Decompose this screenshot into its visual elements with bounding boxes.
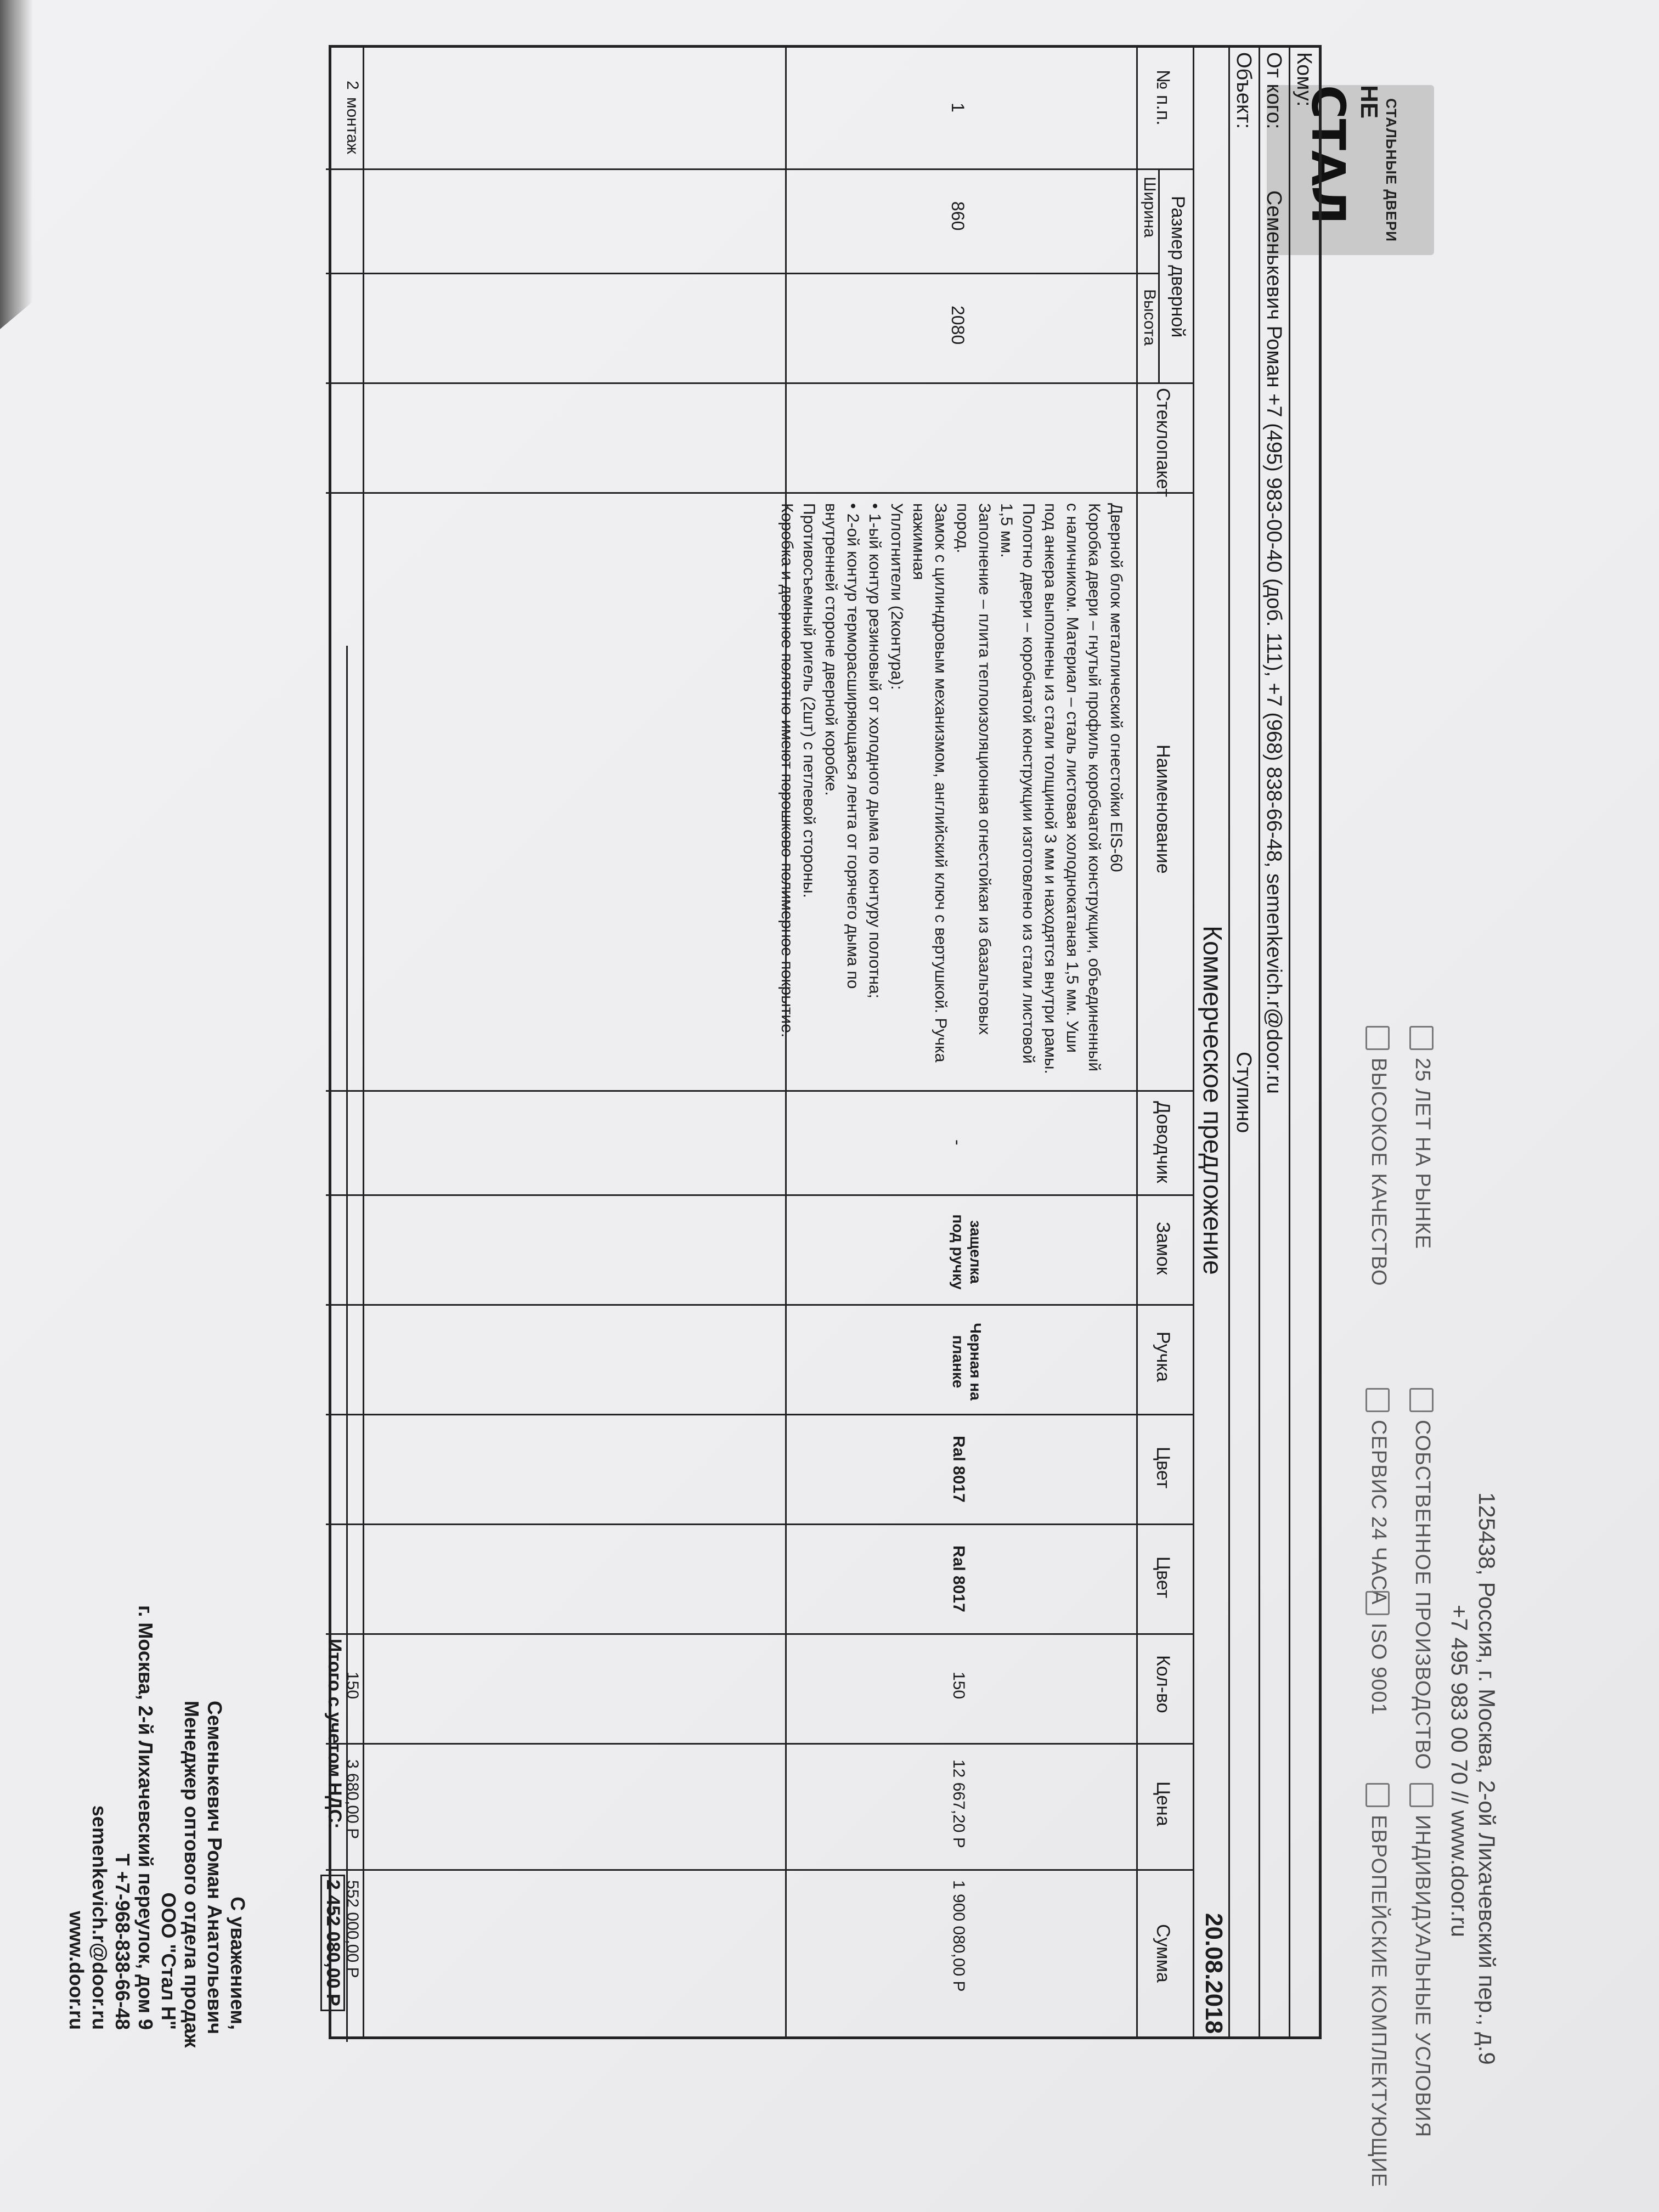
col-name: Наименование (1153, 744, 1173, 874)
total-label: Итого с учетом НДС: (324, 1639, 345, 1829)
stars-icon (1365, 1026, 1390, 1050)
feature-quality: ВЫСОКОЕ КАЧЕСТВО (1365, 1026, 1390, 1286)
object-value: Ступино (1232, 1052, 1255, 1133)
document-title: Коммерческое предложение (1198, 926, 1227, 1275)
col-height: Высота (1141, 289, 1159, 346)
from-value: Семенькевич Роман +7 (495) 983-00-40 (доб. 111), +7 (968) 838-66-48, semenkevich.r@door.ru (1262, 190, 1285, 1094)
col-lock: Замок (1153, 1222, 1173, 1275)
document-date: 20.08.2018 (1200, 1913, 1227, 2034)
total-value: 2 452 080,00 Р (320, 1875, 345, 2011)
feature-iso: ISO 9001 (1365, 1591, 1390, 1716)
feature-components: ЕВРОПЕЙСКИЕ КОМПЛЕКТУЮЩИЕ (1365, 1783, 1390, 2187)
feature-production: СОБСТВЕННОЕ ПРОИЗВОДСТВО (1409, 1388, 1434, 1770)
object-row: Объект: Ступино (1228, 48, 1259, 2036)
col-handle: Ручка (1153, 1331, 1173, 1382)
col-qty: Кол-во (1153, 1655, 1173, 1713)
certificate-icon (1365, 1591, 1390, 1615)
col-color2: Цвет (1153, 1556, 1173, 1599)
signature-block: С уважением, Семенькевич Роман Анатольевич Менеджер оптового отдела продаж ООО "Стал Н" г. Москва, 2-й Лихачевский переулок, дом 9 Т +7-968-838-66-48 semenkevich.r@door.ru www.door.ru (65, 1605, 249, 2048)
feature-years: 25 ЛЕТ НА РЫНКЕ (1409, 1026, 1434, 1249)
feature-individual: ИНДИВИДУАЛЬНЫЕ УСЛОВИЯ (1409, 1783, 1434, 2137)
col-size: Размер дверной (1167, 196, 1188, 338)
col-sum: Сумма (1153, 1924, 1173, 1983)
factory-icon (1409, 1388, 1434, 1412)
col-glass: Стеклопакет (1153, 388, 1173, 497)
company-contacts: +7 495 983 00 70 // www.door.ru (1447, 1605, 1472, 1937)
col-price: Цена (1153, 1781, 1173, 1826)
tools-icon (1365, 1783, 1390, 1807)
title-row (1193, 48, 1228, 2036)
logo-word: СТАЛ (1301, 85, 1355, 224)
col-width: Ширина (1141, 177, 1159, 238)
logo-mark: НЕ (1356, 85, 1383, 119)
col-closer: Доводчик (1153, 1101, 1173, 1183)
company-address: 125438, Россия, г. Москва, 2-ой Лихачевский пер., д.9 (1474, 1492, 1500, 2065)
offer-table: Кому: От кого: Семенькевич Роман +7 (495) 983-00-40 (доб. 111), +7 (968) 838-66-48, semenkevich.r@door.ru Объект: Ступино Коммерческое предложение 20.08.2018 № п.п. Размер дверной Ширина Высота Стеклопакет Наименование Доводчик Замок Ручка Цвет Цвет Кол-во Цена Сумма 1 860 2080 Дверной блок металлический огнестойки EIS-60 Коробка двери – гнутый профиль коробчатой конструкции, объединенный с наличником. Материал – сталь листовая холоднокатаная 1,5 мм. Уши под анкера выполнены из стали толщиной 3 мм и находятся внутри рамы. Полотно двери – коробчатой конструкции изготовлено из стали листовой 1,5 мм. Заполнение – плита теплоизоляционная огнестойкая из базальтовых пород. Замок с цилиндровым механизмом, английский ключ с вертушкой. Ручка нажимная Уплотнители (2контура): • 1-ый контур резиновый от холодного дыма по контуру полотна; • 2-ой контур терморасширяющаяся лента от горячего дыма по внутренней стороне дверной коробке. Противосъемный ригель (2шт) с петлевой стороны. Коробка и дверное полотно имеют порошково-полимерное покрытие. - защелка под ручку Черная на планке Ral 8017 Ral 8017 150 12 667,20 Р 1 900 080,00 Р 2 монтаж 150 3 680,00 Р 552 000,00 Р Итого с учетом НДС: 2 452 080,00 Р (329, 45, 1322, 2039)
feature-service: СЕРВИС 24 ЧАСА (1365, 1388, 1390, 1605)
to-row: Кому: (1289, 48, 1319, 2036)
logo-icon (1409, 1026, 1434, 1050)
from-row: От кого: Семенькевич Роман +7 (495) 983-00-40 (доб. 111), +7 (968) 838-66-48, semenkevich.r@door.ru (1259, 48, 1289, 2036)
logo-caption: СТАЛЬНЫЕ ДВЕРИ (1383, 98, 1400, 242)
handshake-icon (1409, 1783, 1434, 1807)
item-description: Дверной блок металлический огнестойки EIS-60 Коробка двери – гнутый профиль коробчатой конструкции, объединенный с наличником. Материал – сталь листовая холоднокатаная 1,5 мм. Уши под анкера выполнены из стали толщиной 3 мм и находятся внутри рамы. Полотно двери – коробчатой конструкции изготовлено из стали листовой 1,5 мм. Заполнение – плита теплоизоляционная огнестойкая из базальтовых пород. Замок с цилиндровым механизмом, английский ключ с вертушкой. Ручка нажимная Уплотнители (2контура): • 1-ый контур резиновый от холодного дыма по контуру полотна; • 2-ой контур терморасширяющаяся лента от горячего дыма по внутренней стороне дверной коробке. Противосъемный ригель (2шт) с петлевой стороны. Коробка и дверное полотно имеют порошково-полимерное покрытие. (778, 503, 1125, 1074)
col-color1: Цвет (1153, 1447, 1173, 1489)
clock-icon (1365, 1388, 1390, 1412)
col-num: № п.п. (1153, 70, 1173, 126)
